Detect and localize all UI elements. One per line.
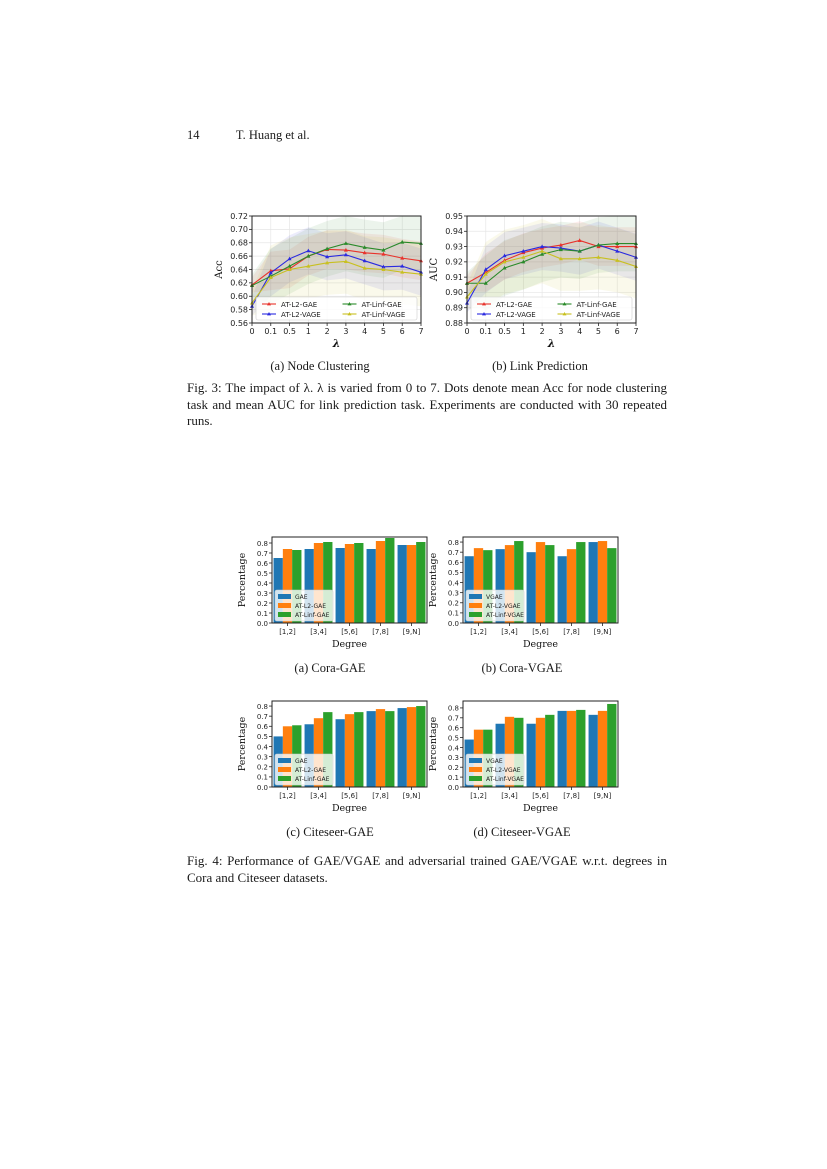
svg-text:AT-Linf-VAGE: AT-Linf-VAGE [361,310,406,319]
svg-text:[7,8]: [7,8] [372,792,389,800]
svg-text:0.93: 0.93 [445,242,463,252]
svg-text:AT-L2-GAE: AT-L2-GAE [295,767,327,774]
svg-text:AT-Linf-VGAE: AT-Linf-VGAE [486,612,524,619]
svg-text:0.56: 0.56 [230,318,248,328]
svg-text:AT-L2-GAE: AT-L2-GAE [295,603,327,610]
svg-text:0.1: 0.1 [447,773,459,782]
svg-text:5: 5 [380,327,386,336]
svg-text:0.2: 0.2 [256,599,268,608]
svg-text:0.0: 0.0 [256,783,268,792]
svg-text:[9,N]: [9,N] [402,792,421,800]
svg-text:0.88: 0.88 [445,318,463,328]
svg-text:AT-Linf-VGAE: AT-Linf-VGAE [486,776,524,783]
svg-text:0.5: 0.5 [447,734,459,743]
svg-text:[3,4]: [3,4] [310,792,327,800]
chart-citeseer-vgae [427,697,622,819]
svg-text:Degree: Degree [331,639,368,650]
svg-text:3: 3 [343,327,349,336]
svg-text:[3,4]: [3,4] [310,628,327,636]
svg-text:0.5: 0.5 [256,733,268,742]
svg-text:0.66: 0.66 [230,251,248,261]
svg-text:0.70: 0.70 [230,225,248,235]
svg-text:0.5: 0.5 [256,569,268,578]
svg-text:0.7: 0.7 [256,549,268,558]
svg-text:7: 7 [418,327,424,336]
svg-text:Acc: Acc [214,260,225,279]
svg-text:0: 0 [464,327,470,336]
running-title: T. Huang et al. [235,128,310,142]
svg-text:Percentage: Percentage [428,552,439,608]
svg-text:0.8: 0.8 [256,539,268,548]
svg-text:Degree: Degree [522,639,559,650]
svg-text:0.8: 0.8 [447,704,459,713]
svg-text:6: 6 [614,327,620,336]
svg-text:[5,6]: [5,6] [341,792,358,800]
svg-text:4: 4 [577,327,583,336]
svg-text:[1,2]: [1,2] [470,628,487,636]
figure-3-caption: Fig. 3: The impact of λ. λ is varied from 0 to 7. Dots denote mean Acc for node clustering task and mean AUC for link prediction task. Experiments are conducted with 30 repeated runs. [187,380,667,428]
svg-text:AT-L2-GAE: AT-L2-GAE [281,300,318,309]
svg-text:2: 2 [324,327,330,336]
svg-text:0.1: 0.1 [447,609,459,618]
svg-text:[7,8]: [7,8] [372,628,389,636]
svg-text:[7,8]: [7,8] [563,792,580,800]
svg-text:[5,6]: [5,6] [341,628,358,636]
svg-text:0.4: 0.4 [447,744,459,753]
chart-node-clustering [212,208,427,353]
svg-text:0.6: 0.6 [256,723,268,732]
svg-text:0.4: 0.4 [447,579,459,588]
svg-text:[3,4]: [3,4] [501,628,518,636]
svg-text:λ: λ [332,337,341,350]
subcaption-citeseer-gae: (c) Citeseer-GAE [286,825,374,839]
subcaption-node-clustering: (a) Node Clustering [270,359,370,373]
svg-text:0.0: 0.0 [256,619,268,628]
svg-text:5: 5 [595,327,601,336]
svg-text:6: 6 [399,327,405,336]
svg-text:0.1: 0.1 [256,773,268,782]
svg-text:0.60: 0.60 [230,292,248,302]
svg-text:[3,4]: [3,4] [501,792,518,800]
svg-text:0.94: 0.94 [445,227,463,237]
svg-text:0.7: 0.7 [256,712,268,721]
svg-text:AT-L2-VGAE: AT-L2-VGAE [486,767,521,774]
svg-text:Percentage: Percentage [237,552,248,608]
svg-text:0.6: 0.6 [447,724,459,733]
chart-cora-gae [236,533,431,655]
page-header [187,128,310,143]
svg-text:0.95: 0.95 [445,211,463,221]
figure-4-caption: Fig. 4: Performance of GAE/VGAE and adversarial trained GAE/VGAE w.r.t. degrees in Cora and Citeseer datasets. [187,853,667,885]
svg-text:0.5: 0.5 [283,327,296,336]
page-number: 14 [187,128,200,142]
svg-text:4: 4 [362,327,368,336]
svg-text:0.68: 0.68 [230,238,248,248]
svg-text:0.64: 0.64 [230,265,248,275]
svg-text:GAE: GAE [295,758,308,765]
svg-text:0.7: 0.7 [447,714,459,723]
svg-text:GAE: GAE [295,594,308,601]
svg-text:0.1: 0.1 [256,609,268,618]
svg-text:0.89: 0.89 [445,303,463,313]
svg-text:0.3: 0.3 [256,589,268,598]
svg-text:0.72: 0.72 [230,211,248,221]
svg-text:AT-Linf-GAE: AT-Linf-GAE [361,300,402,309]
svg-text:0.58: 0.58 [230,305,248,315]
svg-text:AT-Linf-GAE: AT-Linf-GAE [295,776,330,783]
svg-text:AUC: AUC [429,257,440,282]
svg-text:[7,8]: [7,8] [563,628,580,636]
svg-text:[1,2]: [1,2] [279,792,296,800]
svg-text:λ: λ [547,337,556,350]
svg-text:0.5: 0.5 [447,569,459,578]
svg-text:7: 7 [633,327,639,336]
svg-text:AT-Linf-GAE: AT-Linf-GAE [576,300,617,309]
svg-text:AT-L2-VGAE: AT-L2-VGAE [486,603,521,610]
svg-text:0.3: 0.3 [256,753,268,762]
svg-text:AT-Linf-VAGE: AT-Linf-VAGE [576,310,621,319]
svg-text:[5,6]: [5,6] [532,792,549,800]
svg-text:0: 0 [249,327,255,336]
svg-text:0.2: 0.2 [447,599,459,608]
svg-text:Percentage: Percentage [428,716,439,772]
svg-text:AT-L2-VAGE: AT-L2-VAGE [496,310,536,319]
chart-cora-vgae [427,533,622,655]
subcaption-cora-gae: (a) Cora-GAE [294,661,366,675]
chart-link-prediction [427,208,642,353]
svg-text:2: 2 [539,327,545,336]
svg-text:VGAE: VGAE [486,758,503,765]
svg-text:0.92: 0.92 [445,257,463,267]
svg-text:AT-Linf-GAE: AT-Linf-GAE [295,612,330,619]
svg-text:[9,N]: [9,N] [593,628,612,636]
svg-text:Degree: Degree [331,803,368,814]
subcaption-cora-vgae: (b) Cora-VGAE [481,661,563,675]
svg-text:0.6: 0.6 [447,559,459,568]
svg-text:AT-L2-VAGE: AT-L2-VAGE [281,310,321,319]
svg-text:0.90: 0.90 [445,288,463,298]
svg-text:Degree: Degree [522,803,559,814]
svg-text:VGAE: VGAE [486,594,503,601]
svg-text:[9,N]: [9,N] [593,792,612,800]
subcaption-link-prediction: (b) Link Prediction [492,359,588,373]
svg-text:0.2: 0.2 [256,763,268,772]
svg-text:0.4: 0.4 [256,579,268,588]
svg-text:0.5: 0.5 [498,327,511,336]
svg-text:0.1: 0.1 [264,327,278,336]
svg-text:0.91: 0.91 [445,272,463,282]
svg-text:0.4: 0.4 [256,743,268,752]
svg-text:0.62: 0.62 [230,278,248,288]
svg-text:0.7: 0.7 [447,548,459,557]
svg-text:0.0: 0.0 [447,619,459,628]
svg-text:1: 1 [520,327,526,336]
chart-citeseer-gae [236,697,431,819]
svg-text:0.8: 0.8 [256,702,268,711]
svg-text:0.3: 0.3 [447,589,459,598]
svg-text:0.1: 0.1 [479,327,493,336]
svg-text:1: 1 [305,327,311,336]
svg-text:[1,2]: [1,2] [279,628,296,636]
svg-text:0.3: 0.3 [447,754,459,763]
svg-text:[1,2]: [1,2] [470,792,487,800]
svg-text:0.0: 0.0 [447,783,459,792]
svg-text:[9,N]: [9,N] [402,628,421,636]
svg-text:Percentage: Percentage [237,716,248,772]
svg-text:0.6: 0.6 [256,559,268,568]
svg-text:AT-L2-GAE: AT-L2-GAE [496,300,533,309]
svg-text:0.2: 0.2 [447,764,459,773]
svg-text:[5,6]: [5,6] [532,628,549,636]
subcaption-citeseer-vgae: (d) Citeseer-VGAE [473,825,571,839]
svg-text:0.8: 0.8 [447,538,459,547]
svg-text:3: 3 [558,327,564,336]
